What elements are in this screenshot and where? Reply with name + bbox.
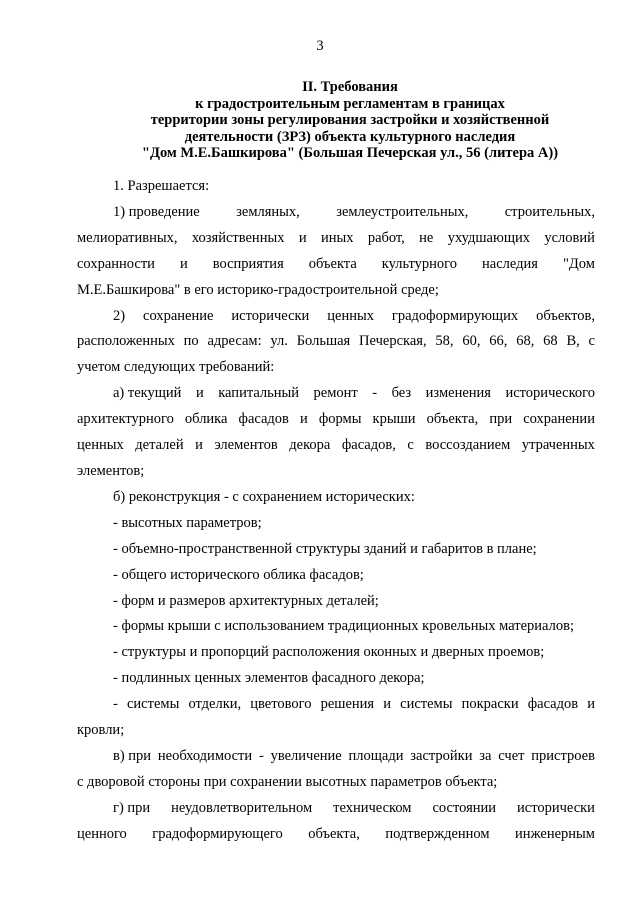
word: системы [400, 696, 453, 713]
word: застройки [410, 747, 473, 764]
word: системы [126, 696, 180, 713]
word: Большая [296, 333, 351, 350]
word: с [588, 333, 595, 350]
justified-line [77, 407, 595, 433]
word: хозяйственных [191, 229, 285, 246]
word: формы [318, 411, 362, 428]
word: ценного [77, 825, 127, 842]
word: иных [320, 229, 354, 246]
word: без [391, 385, 412, 402]
word: ухудшающих [447, 229, 531, 246]
paragraph-line: учетом следующих требований: [77, 359, 275, 376]
document-body [77, 174, 595, 848]
word: неудовлетворительном [171, 799, 313, 816]
word: элементов [214, 437, 278, 454]
word: адресам: [207, 333, 262, 350]
word: за [479, 747, 492, 764]
word: фасадов [527, 696, 579, 713]
word: исторически [231, 307, 310, 324]
word: инженерным [515, 825, 595, 842]
word: объекта [308, 255, 357, 272]
word: декора [289, 437, 331, 454]
word: ремонт [313, 385, 358, 402]
paragraph-line: элементов; [77, 462, 145, 479]
heading-line: II. Требования [302, 79, 398, 95]
word: условий [544, 229, 595, 246]
word: увеличение [270, 747, 342, 764]
justified-line [77, 744, 595, 770]
word: и [195, 437, 203, 454]
paragraph-line: М.Е.Башкирова" в его историко-градостроительной среде; [77, 281, 439, 298]
word: культурного [381, 255, 458, 272]
word: 68, [516, 333, 535, 350]
justified-line [77, 796, 595, 822]
word: исторически [517, 799, 595, 816]
section-heading [100, 79, 600, 162]
heading-line: деятельности (ЗРЗ) объекта культурного наследия [184, 128, 516, 145]
word: мелиоративных, [77, 229, 178, 246]
word: "Дом [562, 255, 595, 272]
word: - [258, 747, 264, 764]
paragraph-line: с дворовой стороны при сохранении высотных параметров объекта; [77, 773, 498, 790]
word: г) при [113, 799, 151, 816]
word: счет [498, 747, 525, 764]
justified-line [77, 252, 595, 278]
word: ценных [327, 307, 374, 324]
list-item: - общего исторического облика фасадов; [113, 566, 364, 583]
word: и [298, 229, 307, 246]
word: подтвержденном [385, 825, 490, 842]
word: техническом [333, 799, 412, 816]
word: В, [566, 333, 580, 350]
list-item: - подлинных ценных элементов фасадного декора; [113, 670, 425, 687]
word: 66, [489, 333, 508, 350]
paragraph-item-1 [77, 200, 595, 304]
word: и [195, 385, 204, 402]
justified-line [77, 433, 595, 459]
word: пристроев [531, 747, 595, 764]
heading-line: "Дом М.Е.Башкирова" (Большая Печерская ул., 56 (литера А)) [141, 145, 559, 161]
word: крыши [372, 411, 416, 428]
word: и [179, 255, 188, 272]
word: - [372, 385, 378, 402]
word: по [183, 333, 199, 350]
justified-line [77, 200, 595, 226]
word: в) при [113, 747, 152, 764]
word: восприятия [212, 255, 284, 272]
word: при [489, 411, 513, 428]
paragraph-item-b: б) реконструкция - с сохранением исторических: [113, 488, 415, 505]
list-item [77, 692, 595, 744]
word: с [407, 437, 414, 454]
justified-line [77, 381, 595, 407]
word: 60, [462, 333, 481, 350]
paragraph-permits: 1. Разрешается: [113, 178, 210, 194]
paragraph-line: кровли; [77, 722, 125, 739]
heading-line: территории зоны регулирования застройки и хозяйственной [150, 112, 550, 128]
list-item: - структуры и пропорций расположения оконных и дверных проемов; [113, 644, 545, 661]
paragraph-item-a [77, 381, 595, 485]
word: не [419, 229, 434, 246]
justified-line [77, 822, 595, 848]
word: состоянии [432, 799, 497, 816]
paragraph-item-v [77, 744, 595, 796]
word: градоформирующего [152, 825, 283, 842]
paragraph-item-g [77, 796, 595, 848]
word: работ, [367, 229, 405, 246]
justified-line [77, 226, 595, 252]
word: и [383, 696, 391, 713]
word: землеустроительных, [336, 203, 469, 220]
word: фасадов [238, 411, 289, 428]
word: фасадов, [341, 437, 396, 454]
word: площади [348, 747, 404, 764]
page-number: 3 [316, 38, 324, 54]
word: наследия [482, 255, 538, 272]
word: ул. [270, 333, 288, 350]
word: 58, [435, 333, 454, 350]
justified-line [77, 304, 595, 330]
paragraph-item-2 [77, 304, 595, 382]
word: облика [184, 411, 228, 428]
word: изменения [425, 385, 491, 402]
word: и [300, 411, 308, 428]
word: а) текущий [113, 385, 182, 402]
justified-line [77, 692, 595, 718]
word: архитектурного [77, 411, 174, 428]
word: строительных, [504, 203, 595, 220]
heading-line: к градостроительным регламентам в границах [195, 95, 505, 112]
word: капитальный [218, 385, 300, 402]
word: Печерская, [359, 333, 427, 350]
word: ценных [77, 437, 124, 454]
list-item: - высотных параметров; [113, 514, 262, 531]
word: объектов, [536, 307, 595, 324]
word: объекта, [426, 411, 479, 428]
word: сохранности [77, 255, 155, 272]
word: покраски [461, 696, 519, 713]
word: и [587, 696, 595, 713]
word: воссозданием [425, 437, 511, 454]
list-item: - объемно-пространственной структуры зданий и габаритов в плане; [113, 540, 537, 557]
word: решения [320, 696, 375, 713]
word: сохранение [143, 307, 214, 324]
list-item: - формы крыши с использованием традиционных кровельных материалов; [113, 618, 574, 635]
word: утраченных [521, 437, 595, 454]
word: отделки, [188, 696, 242, 713]
word: расположенных [77, 333, 175, 350]
word: цветового [250, 696, 312, 713]
word: сохранении [523, 411, 595, 428]
word: 2) [113, 307, 126, 324]
word: градоформирующих [391, 307, 519, 324]
word: 1) проведение [113, 203, 200, 220]
word: объекта, [308, 825, 360, 842]
list-item: - форм и размеров архитектурных деталей; [113, 592, 379, 609]
word: деталей [135, 437, 184, 454]
justified-line [77, 329, 595, 355]
word: 68 [543, 333, 558, 350]
word: земляных, [236, 203, 300, 220]
word: - [113, 696, 118, 713]
word: необходимости [157, 747, 253, 764]
word: исторического [505, 385, 595, 402]
